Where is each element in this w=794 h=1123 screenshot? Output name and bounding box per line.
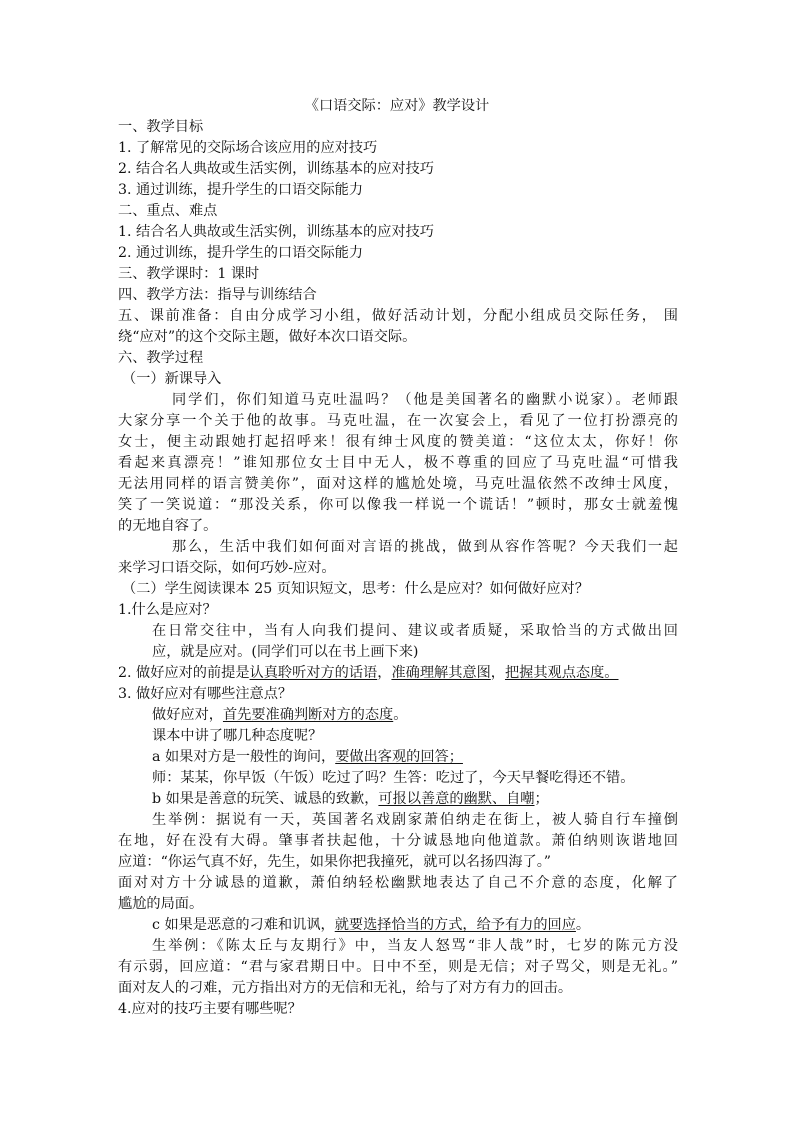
line-text: 做好应对，	[152, 707, 223, 723]
document-title: 《口语交际：应对》教学设计	[304, 98, 490, 114]
paragraph-line: 课本中讲了哪几种态度呢？	[152, 728, 323, 744]
underlined-phrase: 把握其观点态度。	[504, 665, 619, 681]
premise-text: 2. 做好应对的前提是	[118, 665, 250, 681]
question-heading: 4.应对的技巧主要有哪些呢？	[118, 1001, 302, 1017]
underlined-phrase: 首先要准确判断对方的态度	[222, 707, 394, 723]
underlined-phrase: 可报以善意的幽默、自嘲	[378, 791, 535, 807]
key-point-item: 2. 通过训练，提升学生的口语交际能力	[118, 245, 364, 261]
underlined-phrase: 准确理解其意图	[391, 665, 491, 681]
paragraph-line	[152, 747, 712, 768]
paragraph-line: 应道：“你运气真不好，先生，如果你把我撞死，就可以名扬四海了。”	[118, 854, 552, 870]
underlined-phrase: 要做出客观的回答；	[335, 749, 463, 765]
objective-item: 2. 结合名人典故或生活实例，训练基本的应对技巧	[118, 161, 434, 177]
line-text: c 如果是恶意的刁难和讥讽，	[152, 917, 335, 933]
paragraph-line: 生举例：《陈太丘与友期行》中，当友人怒骂“非人哉”时，七岁的陈元方没	[152, 938, 678, 954]
paragraph-line: 女士，便主动跟她打起招呼来！很有绅士风度的赞美道：“这位太太，你好！你	[118, 434, 678, 450]
heading-key-points: 二、重点、难点	[118, 203, 218, 219]
paragraph-line: 在日常交往中，当有人向我们提问、建议或者质疑，采取恰当的方式做出回	[152, 623, 678, 639]
underlined-phrase: 就要选择恰当的方式，给予有力的回应	[334, 917, 576, 933]
paragraph-line: 师：某某，你早饭（午饭）吃过了吗？生答：吃过了，今天早餐吃得还不错。	[152, 770, 635, 786]
paragraph-line: 尴尬的局面。	[118, 896, 204, 912]
paragraph-line: 同学们，你们知道马克吐温吗？（他是美国著名的幽默小说家）。老师跟	[172, 392, 678, 408]
punctuation: 。	[393, 707, 408, 723]
paragraph-line: 大家分享一个关于他的故事。马克吐温，在一次宴会上，看见了一位打扮漂亮的	[118, 413, 678, 429]
paragraph-line: 的无地自容了。	[118, 518, 218, 534]
question-heading: 3. 做好应对有哪些注意点？	[118, 686, 293, 702]
paragraph-line	[152, 705, 712, 726]
paragraph-line: 生举例：据说有一天，英国著名戏剧家萧伯纳走在街上，被人骑自行车撞倒	[152, 812, 678, 828]
heading-objectives: 一、教学目标	[118, 119, 204, 135]
paragraph-line	[152, 915, 712, 936]
paragraph-line: 看起来真漂亮！”谁知那位女士目中无人，极不尊重的回应了马克吐温“可惜我	[118, 455, 678, 471]
paragraph-line: 绕“应对”的这个交际主题，做好本次口语交际。	[118, 329, 417, 345]
punctuation: ；	[534, 791, 549, 807]
line-text: b 如果是善意的玩笑、诚恳的致歉，	[152, 791, 379, 807]
paragraph-line: 笑了一笑说道：“那没关系，你可以像我一样说一个谎话！”顿时，那女士就羞愧	[118, 497, 678, 513]
question-heading: 1.什么是应对？	[118, 602, 217, 618]
paragraph-line: 面对对方十分诚恳的道歉，萧伯纳轻松幽默地表达了自己不介意的态度，化解了	[118, 875, 678, 891]
punctuation: 。	[575, 917, 591, 933]
paragraph-line: 来学习口语交际，如何巧妙-应对。	[118, 560, 336, 576]
premise-line	[118, 663, 678, 684]
objective-item: 1. 了解常见的交际场合该应用的应对技巧	[118, 140, 378, 156]
punctuation: ，	[377, 665, 392, 681]
subheading-intro: （一）新课导入	[122, 371, 222, 387]
paragraph-line	[152, 789, 712, 810]
objective-item: 3. 通过训练，提升学生的口语交际能力	[118, 182, 364, 198]
paragraph-line: 应，就是应对。(同学们可以在书上画下来)	[152, 644, 419, 660]
paragraph-line: 面对友人的刁难，元方指出对方的无信和无礼，给与了对方有力的回击。	[118, 980, 573, 996]
paragraph-line: 无法用同样的语言赞美你”，面对这样的尴尬处境，马克吐温依然不改绅士风度，	[118, 476, 678, 492]
paragraph-line: 那么，生活中我们如何面对言语的挑战，做到从容作答呢？今天我们一起	[172, 539, 678, 555]
paragraph-line: 在地，好在没有大碍。肇事者扶起他，十分诚恳地向他道款。萧伯纳则诙谐地回	[118, 833, 678, 849]
heading-teaching-method: 四、教学方法：指导与训练结合	[118, 287, 317, 303]
paragraph-line: 有示弱，回应道：“君与家君期日中。日中不至，则是无信；对子骂父，则是无礼。”	[118, 959, 678, 975]
punctuation: ，	[490, 665, 505, 681]
line-text: a 如果对方是一般性的询问，	[152, 749, 336, 765]
heading-teaching-process: 六、教学过程	[118, 350, 204, 366]
subheading-reading: （二）学生阅读课本 25 页知识短文，思考：什么是应对？如何做好应对？	[122, 581, 589, 597]
underlined-phrase: 认真聆听对方的话语	[249, 665, 378, 681]
paragraph-line: 五、课前准备：自由分成学习小组，做好活动计划，分配小组成员交际任务， 围	[118, 308, 678, 324]
heading-class-hours: 三、教学课时：1 课时	[118, 266, 260, 282]
key-point-item: 1. 结合名人典故或生活实例，训练基本的应对技巧	[118, 224, 434, 240]
